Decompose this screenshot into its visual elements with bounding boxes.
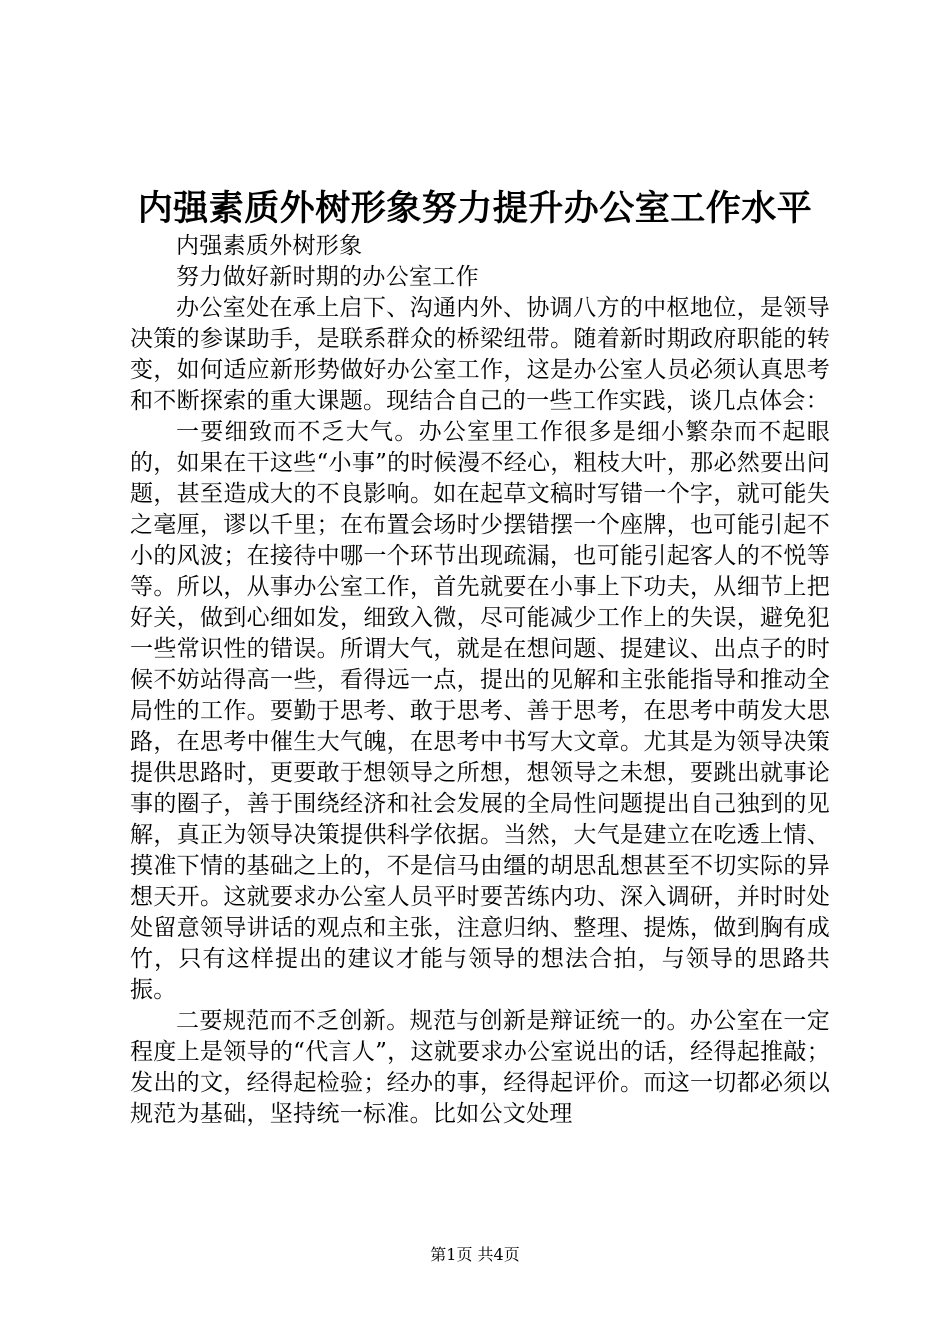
document-body [130, 231, 830, 1130]
subtitle-line-2: 努力做好新时期的办公室工作 [176, 264, 479, 290]
subtitle-line-1: 内强素质外树形象 [176, 233, 363, 259]
paragraph-point-one: 一要细致而不乏大气。办公室里工作很多是细小繁杂而不起眼的，如果在干这些“小事”的时候漫不经心，粗枝大叶，那必然要出问题，甚至造成大的不良影响。如在起草文稿时写错一个字，就可能失之毫厘，谬以千里；在布置会场时少摆错摆一个座牌，也可能引起不小的风波；在接待中哪一个环节出现疏漏，也可能引起客人的不悦等等。所以，从事办公室工作，首先就要在小事上下功夫，从细节上把好关，做到心细如发，细致入微，尽可能减少工作上的失误，避免犯一些常识性的错误。所谓大气，就是在想问题、提建议、出点子的时候不妨站得高一些，看得远一点，提出的见解和主张能指导和推动全局性的工作。要勤于思考、敢于思考、善于思考，在思考中萌发大思路，在思考中催生大气魄，在思考中书写大文章。尤其是为领导决策提供思路时，更要敢于想领导之所想，想领导之未想，要跳出就事论事的圈子，善于围绕经济和社会发展的全局性问题提出自己独到的见解，真正为领导决策提供科学依据。当然，大气是建立在吃透上情、摸准下情的基础之上的，不是信马由缰的胡思乱想甚至不切实际的异想天开。这就要求办公室人员平时要苦练内功、深入调研，并时时处处留意领导讲话的观点和主张，注意归纳、整理、提炼，做到胸有成竹，只有这样提出的建议才能与领导的想法合拍，与领导的思路共振。 [130, 419, 830, 1003]
document-title: 内强素质外树形象努力提升办公室工作水平 [137, 188, 813, 229]
paragraph-point-two: 二要规范而不乏创新。规范与创新是辩证统一的。办公室在一定程度上是领导的“代言人”，这就要求办公室说出的话，经得起推敲；发出的文，经得起检验；经办的事，经得起评价。而这一切都必须以规范为基础，坚持统一标准。比如公文处理 [130, 1008, 830, 1127]
page-footer: 第1页 共4页 [430, 1245, 520, 1264]
paragraph-intro: 办公室处在承上启下、沟通内外、协调八方的中枢地位，是领导决策的参谋助手，是联系群众的桥梁纽带。随着新时期政府职能的转变，如何适应新形势做好办公室工作，这是办公室人员必须认真思考和不断探索的重大课题。现结合自己的一些工作实践，谈几点体会： [130, 295, 830, 414]
